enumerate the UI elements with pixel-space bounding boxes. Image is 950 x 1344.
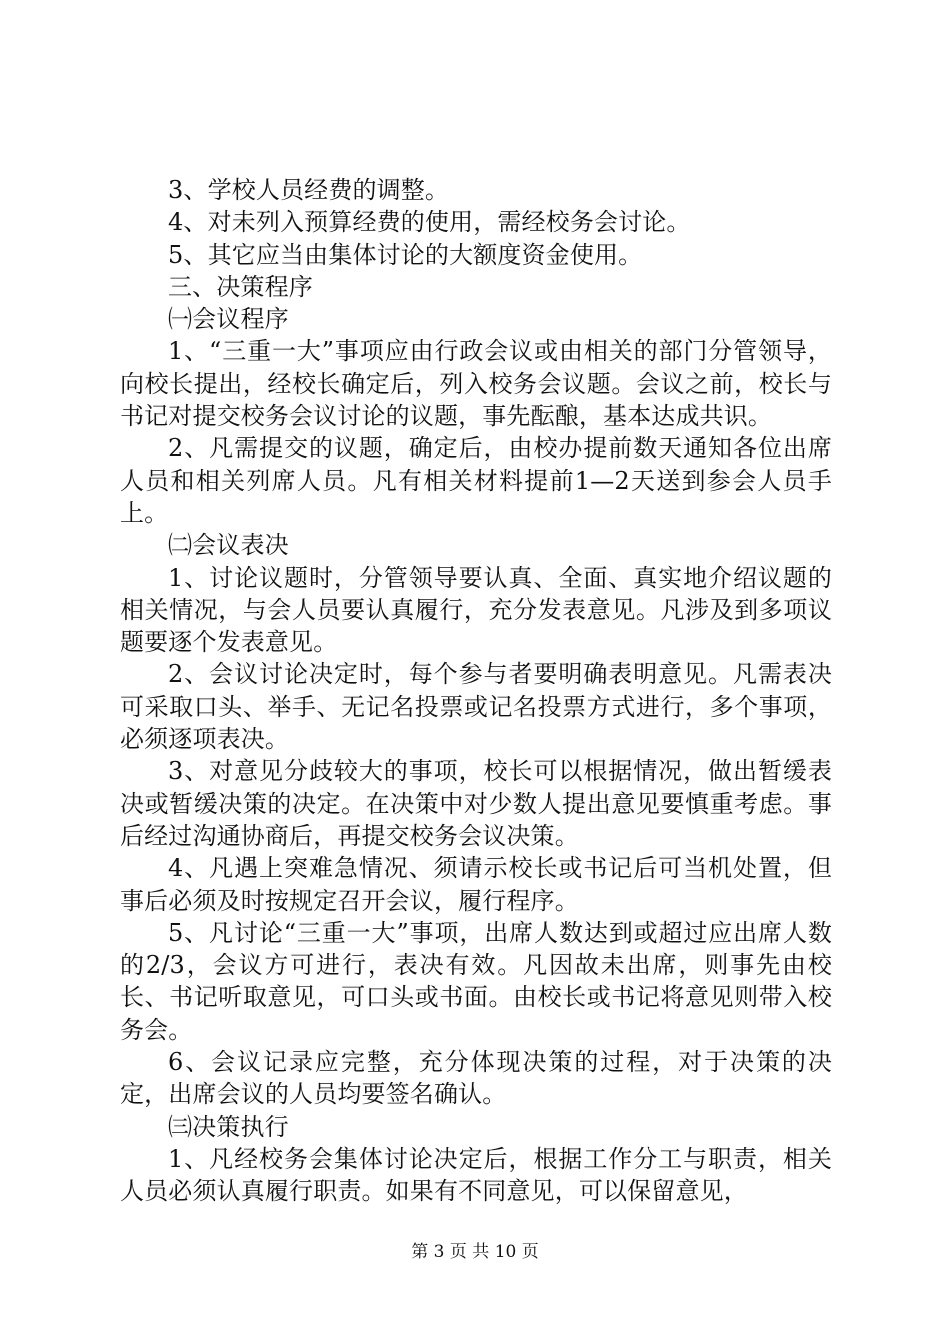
paragraph: 1、讨论议题时，分管领导要认真、全面、真实地介绍议题的相关情况，与会人员要认真履行，充分发表意见。凡涉及到多项议题要逐个发表意见。 (120, 563, 832, 657)
paragraph: 4、凡遇上突难急情况、须请示校长或书记后可当机处置，但事后必须及时按规定召开会议，履行程序。 (120, 854, 832, 915)
paragraph: 1、凡经校务会集体讨论决定后，根据工作分工与职责，相关人员必须认真履行职责。如果有不同意见，可以保留意见， (120, 1144, 832, 1206)
paragraph: 3、学校人员经费的调整。 (168, 176, 450, 204)
paragraph: 2、凡需提交的议题，确定后，由校办提前数天通知各位出席人员和相关列席人员。凡有相关材料提前1—2天送到参会人员手上。 (120, 434, 832, 527)
paragraph: 5、凡讨论“三重一大”事项，出席人数达到或超过应出席人数的2/3，会议方可进行，表决有效。凡因故未出席，则事先由校长、书记听取意见，可口头或书面。由校长或书记将意见则带入校务会。 (120, 918, 832, 1044)
paragraph: 4、对未列入预算经费的使用，需经校务会讨论。 (168, 208, 691, 237)
paragraph: 5、其它应当由集体讨论的大额度资金使用。 (168, 240, 643, 269)
paragraph: 1、“三重一大”事项应由行政会议或由相关的部门分管领导，向校长提出，经校长确定后，列入校务会议题。会议之前，校长与书记对提交校务会议讨论的议题，事先酝酿，基本达成共识。 (120, 337, 832, 431)
subsection-heading: ㈡会议表决 (168, 531, 289, 560)
section-heading: 三、决策程序 (168, 272, 313, 301)
page-number-footer: 第 3 页 共 10 页 (411, 1242, 539, 1262)
subsection-heading: ㈢决策执行 (168, 1112, 289, 1141)
document-body (120, 174, 832, 1208)
paragraph: 3、对意见分歧较大的事项，校长可以根据情况，做出暂缓表决或暂缓决策的决定。在决策中对少数人提出意见要慎重考虑。事后经过沟通协商后，再提交校务会议决策。 (120, 757, 832, 850)
subsection-heading: ㈠会议程序 (168, 305, 289, 334)
paragraph: 2、会议讨论决定时，每个参与者要明确表明意见。凡需表决可采取口头、举手、无记名投票或记名投票方式进行，多个事项，必须逐项表决。 (120, 660, 832, 754)
paragraph: 6、会议记录应完整，充分体现决策的过程，对于决策的决定，出席会议的人员均要签名确认。 (120, 1048, 832, 1109)
